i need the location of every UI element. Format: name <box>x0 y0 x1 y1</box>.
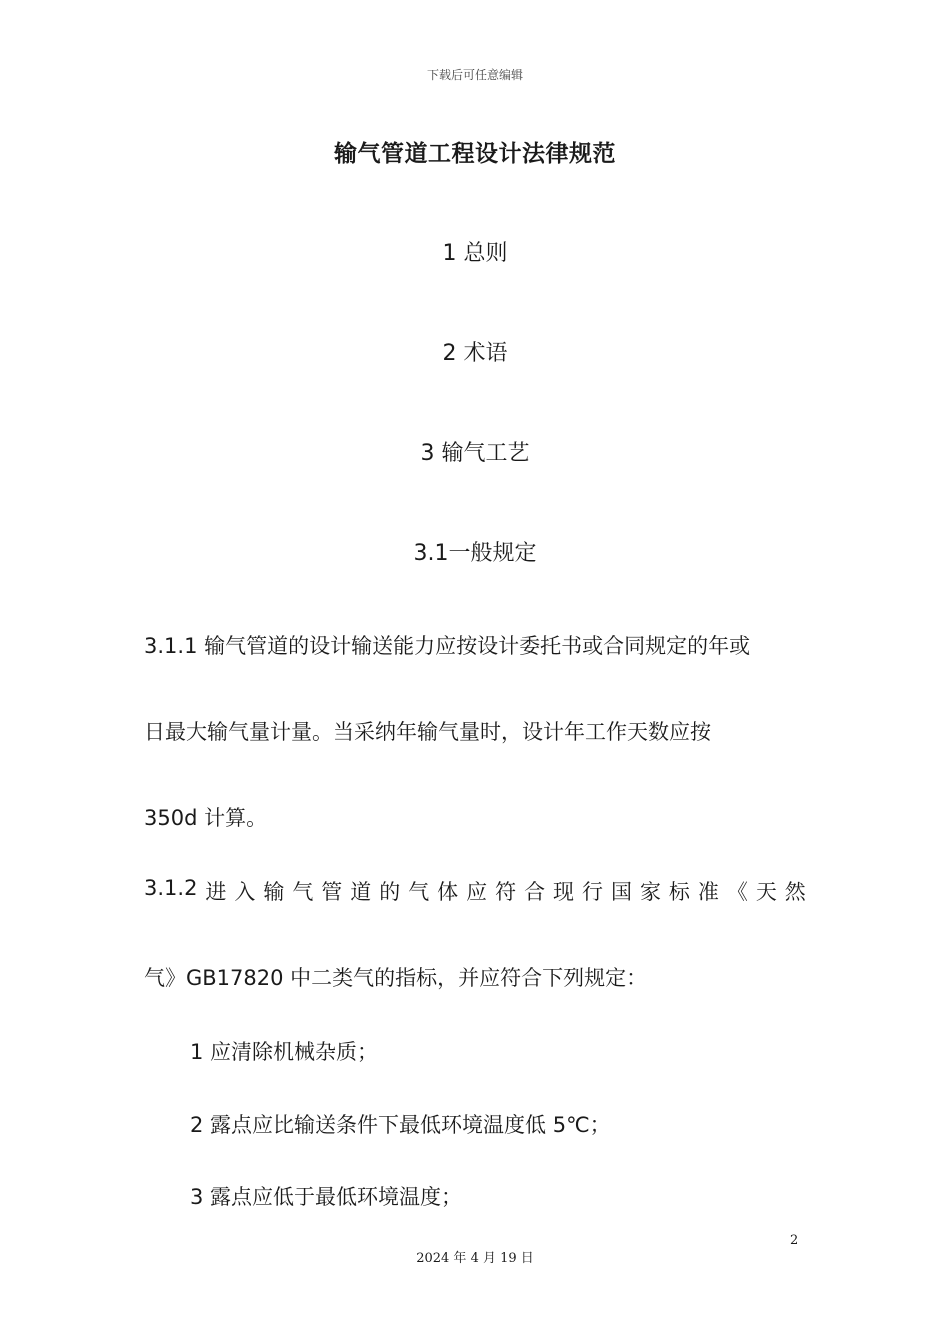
list-item-1: 1 应清除机械杂质； <box>190 1040 379 1064</box>
page-header: 下载后可任意编辑 <box>426 68 523 82</box>
clause-word: 道 <box>350 880 372 904</box>
clause-word: 天 <box>755 880 777 904</box>
footer-date: 2024 年 4 月 19 日 <box>416 1251 534 1266</box>
clause-word: 的 <box>379 880 401 904</box>
clause-word: 准 <box>697 880 719 904</box>
clause-3-1-1-line-3: 350d 计算。 <box>144 806 268 830</box>
clause-word: 3.1.2 <box>144 876 198 900</box>
clause-word: 体 <box>437 880 459 904</box>
clause-word: 《 <box>726 880 748 904</box>
clause-word: 应 <box>466 880 488 904</box>
section-heading-3-1: 3.1一般规定 <box>413 541 537 566</box>
clause-word: 然 <box>784 880 806 904</box>
clause-word: 合 <box>524 880 546 904</box>
clause-word: 符 <box>495 880 517 904</box>
clause-3-1-1-line-2: 日最大输气量计量。当采纳年输气量时，设计年工作天数应按 <box>144 720 711 744</box>
list-item-3: 3 露点应低于最低环境温度； <box>190 1185 463 1209</box>
clause-word: 气 <box>408 880 430 904</box>
page-number: 2 <box>790 1233 799 1248</box>
clause-word: 行 <box>582 880 603 904</box>
clause-3-1-2-line-1 <box>144 876 806 906</box>
list-item-2: 2 露点应比输送条件下最低环境温度低 5℃； <box>190 1113 611 1137</box>
section-heading-3: 3 输气工艺 <box>420 441 530 466</box>
clause-word: 国 <box>610 880 632 904</box>
clause-word: 输 <box>263 880 285 904</box>
clause-word: 管 <box>321 880 343 904</box>
clause-3-1-1-line-1: 3.1.1 输气管道的设计输送能力应按设计委托书或合同规定的年或 <box>144 634 751 658</box>
section-heading-2: 2 术语 <box>442 341 508 366</box>
clause-word: 气 <box>292 880 314 904</box>
clause-word: 入 <box>234 880 256 904</box>
document-title: 输气管道工程设计法律规范 <box>334 141 616 167</box>
clause-word: 标 <box>668 880 690 904</box>
clause-word: 进 <box>205 880 227 904</box>
clause-word: 现 <box>553 880 575 904</box>
section-heading-1: 1 总则 <box>442 241 508 266</box>
clause-3-1-2-line-2: 气》GB17820 中二类气的指标，并应符合下列规定： <box>144 966 648 990</box>
clause-word: 家 <box>639 880 661 904</box>
